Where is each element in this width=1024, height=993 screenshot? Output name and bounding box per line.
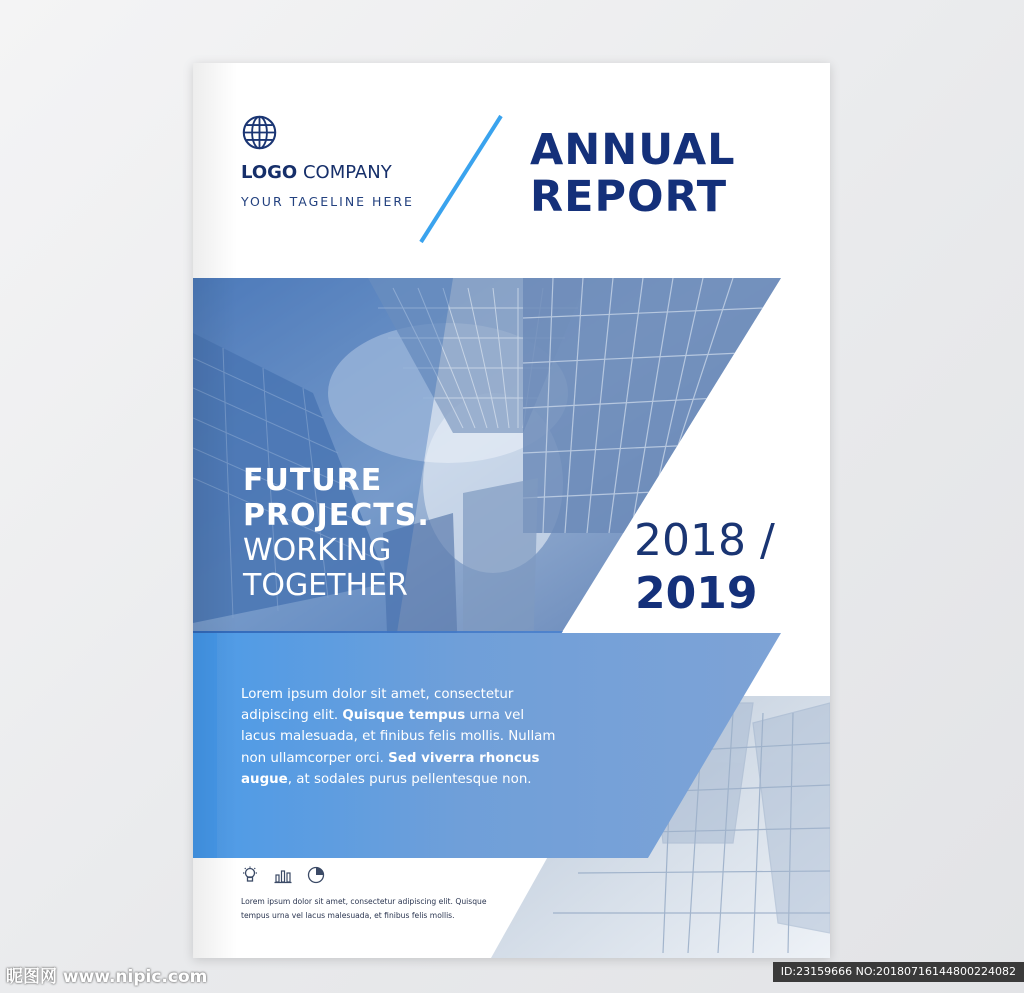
year-start: 2018 / bbox=[634, 515, 775, 566]
title-line-2: REPORT bbox=[530, 172, 728, 222]
lightbulb-icon bbox=[241, 866, 259, 884]
pie-chart-icon bbox=[307, 866, 325, 884]
company-tagline: YOUR TAGELINE HERE bbox=[241, 194, 414, 209]
cover-headline bbox=[243, 463, 430, 603]
footer-text: Lorem ipsum dolor sit amet, consectetur adipiscing elit. Quisque tempus urna vel lacus malesuada, et finibus felis mollis. bbox=[241, 897, 487, 920]
page-spine-shadow bbox=[193, 63, 237, 958]
intro-bold-2: Sed viverra rhoncus augue bbox=[241, 750, 540, 787]
year-end: 2019 bbox=[635, 568, 758, 619]
intro-text-2: urna vel lacus malesuada, et finibus felis mollis. Nullam non ullamcorper orci. bbox=[241, 708, 556, 766]
title-line-1: ANNUAL bbox=[530, 125, 736, 175]
headline-line-1: FUTURE bbox=[243, 463, 383, 498]
headline-line-4: TOGETHER bbox=[243, 568, 408, 603]
watermark-left: 昵图网 www.nipic.com bbox=[6, 967, 208, 987]
headline-line-2: PROJECTS. bbox=[243, 498, 430, 533]
report-cover bbox=[193, 63, 830, 958]
company-name-rest: COMPANY bbox=[302, 162, 392, 183]
watermark-id: ID:23159666 NO:20180716144800224082 bbox=[773, 962, 1024, 982]
company-name-bold: LOGO bbox=[241, 162, 298, 183]
footer-icons bbox=[241, 866, 335, 888]
intro-text-1: Lorem ipsum dolor sit amet, consectetur adipiscing elit. bbox=[241, 687, 514, 724]
bar-chart-icon bbox=[274, 866, 292, 884]
intro-paragraph bbox=[241, 684, 561, 790]
intro-text-3: , at sodales purus pellentesque non. bbox=[287, 771, 532, 787]
intro-bold-1: Quisque tempus bbox=[342, 708, 466, 724]
headline-line-3: WORKING bbox=[243, 533, 392, 568]
